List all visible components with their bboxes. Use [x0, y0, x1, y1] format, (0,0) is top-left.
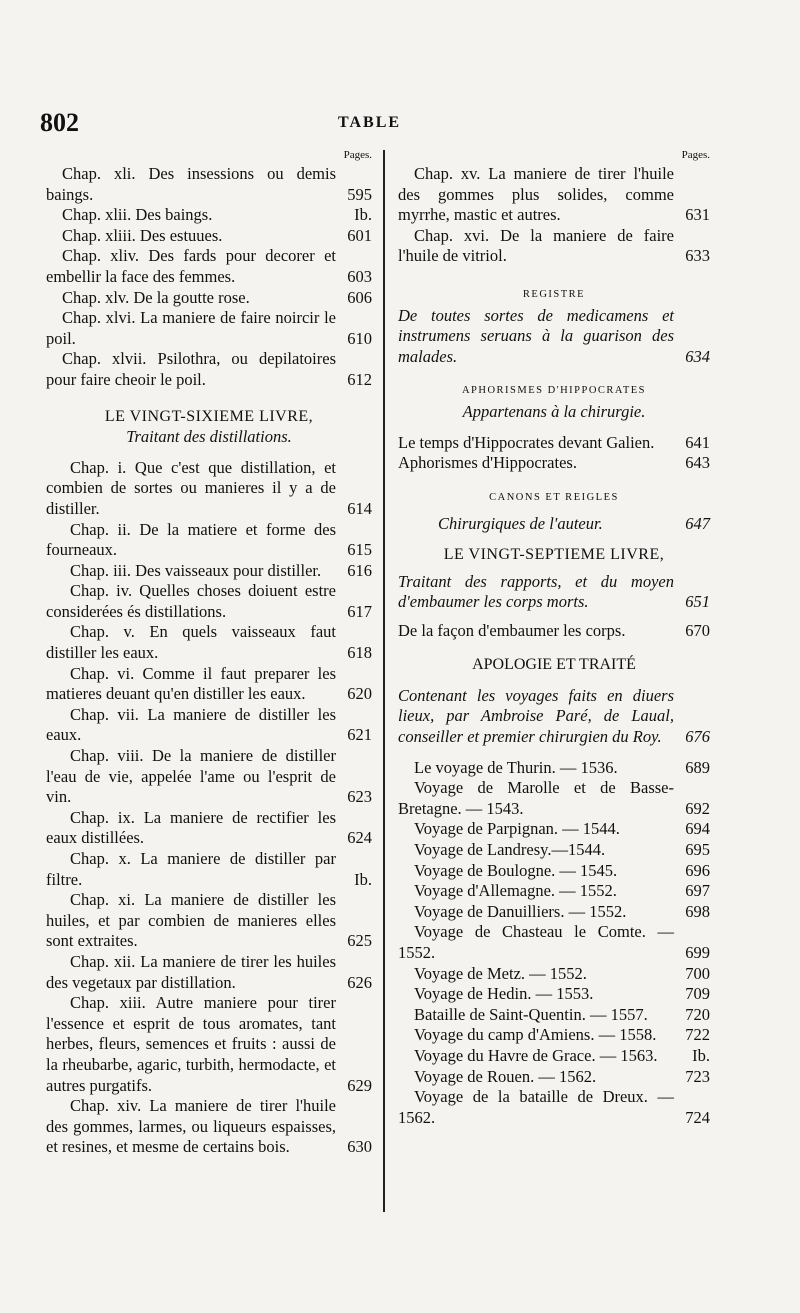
entry-page: Ib. — [692, 1045, 710, 1065]
entry-title: Contenant les voyages faits en diuers lieux, par Ambroise Paré, de Laual, conseiller et premier chirurgien du Roy. — [398, 685, 674, 747]
toc-entry — [398, 1046, 710, 1067]
entry-title: Voyage de la bataille de Dreux. — 1562. — [398, 1087, 674, 1127]
entry-page: 595 — [347, 184, 372, 204]
entry-page: 634 — [685, 346, 710, 366]
entry-page: 620 — [347, 684, 372, 704]
entry-page: 698 — [685, 901, 710, 921]
toc-entry — [46, 1096, 372, 1158]
entry-page: 699 — [685, 943, 710, 962]
page-header — [40, 108, 760, 144]
entry-title: Chap. xii. La maniere de tirer les huiles des vegetaux par distillation. — [46, 951, 336, 992]
entry-title: Chap. i. Que c'est que distillation, et combien de sortes ou manieres il y a de distiller. — [46, 457, 336, 518]
entry-title: Chap. iv. Quelles choses doiuent estre considerées és distillations. — [46, 581, 336, 621]
toc-entry — [46, 458, 372, 520]
entry-page: 696 — [685, 860, 710, 880]
toc-entry — [398, 226, 710, 267]
section-title: CANONS ET REIGLES — [489, 491, 619, 503]
entry-title: Chap. xiii. Autre maniere pour tirer l'essence et esprit de tous aromates, tant herbes, fleurs, semences et fruits : aussi de la rheubarbe, agaric, turbith, hermodacte, et autres purgatifs. — [46, 993, 336, 1095]
section-title: REGISTRE — [522, 288, 586, 300]
entry-page: 603 — [347, 266, 372, 286]
entry-title: Chap. xliii. Des estuues. — [62, 225, 223, 245]
toc-entry — [398, 778, 710, 819]
entry-page: 641 — [685, 432, 710, 452]
entry-title: Chap. viii. De la maniere de distiller l'eau de vie, appelée l'ame ou l'esprit de vin. — [46, 746, 336, 807]
entry-title: Voyage d'Allemagne. — 1552. — [414, 881, 617, 901]
entry-title: Chap. iii. Des vaisseaux pour distiller. — [70, 560, 322, 580]
toc-entry — [398, 922, 710, 963]
entry-list — [46, 458, 372, 1158]
entry-page: 618 — [347, 643, 372, 663]
toc-entry — [398, 621, 710, 642]
left-column — [46, 148, 372, 1158]
entry-title: Chap. xi. La maniere de distiller les huiles, et par combien de manieres elles sont extraites. — [46, 890, 336, 951]
toc-entry — [398, 819, 710, 840]
toc-entry — [398, 433, 710, 454]
entry-page: 621 — [347, 725, 372, 745]
toc-entry — [46, 308, 372, 349]
toc-entry — [398, 686, 710, 748]
entry-title: Voyage de Rouen. — 1562. — [414, 1066, 597, 1086]
entry-title: Voyage du camp d'Amiens. — 1558. — [414, 1025, 657, 1045]
toc-entry — [46, 520, 372, 561]
toc-entry — [46, 205, 372, 226]
entry-title: Chap. vii. La maniere de distiller les eaux. — [46, 704, 336, 745]
entry-page: 601 — [347, 225, 372, 245]
entry-page: 626 — [347, 972, 372, 992]
entry-title: Voyage de Landresy.—1544. — [414, 840, 606, 860]
entry-page: 647 — [685, 514, 710, 534]
toc-entry — [398, 453, 710, 474]
entry-page: 651 — [685, 592, 710, 612]
entry-title: Voyage de Metz. — 1552. — [414, 963, 587, 983]
entry-page: 722 — [685, 1025, 710, 1045]
toc-entry — [398, 1025, 710, 1046]
toc-entry — [46, 581, 372, 622]
entry-title: Voyage de Chasteau le Comte. — 1552. — [398, 922, 674, 962]
entry-title: Chap. xvi. De la maniere de faire l'huile de vitriol. — [398, 225, 674, 266]
entry-page: 616 — [347, 560, 372, 580]
entry-page: 724 — [685, 1107, 710, 1127]
entry-title: Le temps d'Hippocrates devant Galien. — [398, 432, 655, 452]
toc-entry — [398, 1067, 710, 1088]
entry-list — [398, 433, 710, 474]
running-head: TABLE — [338, 114, 402, 131]
toc-entry — [398, 164, 710, 226]
section-subtitle: Traitant des distillations. — [126, 427, 292, 447]
entry-title: Voyage de Danuilliers. — 1552. — [414, 901, 627, 921]
toc-entry — [46, 993, 372, 1096]
entry-page: 676 — [685, 727, 710, 747]
entry-title: Voyage de Boulogne. — 1545. — [414, 860, 618, 880]
entry-title: Chap. xli. Des insessions ou demis baings. — [46, 164, 336, 204]
entry-page: 723 — [685, 1066, 710, 1086]
entry-title: Chap. x. La maniere de distiller par filtre. — [46, 849, 336, 889]
entry-list — [398, 758, 710, 1129]
entry-page: 612 — [347, 369, 372, 389]
page-number: 802 — [40, 108, 79, 137]
toc-entry — [398, 881, 710, 902]
entry-list — [398, 164, 710, 267]
toc-entry — [46, 808, 372, 849]
entry-page: Ib. — [354, 205, 372, 225]
entry-page: 709 — [685, 984, 710, 1004]
section-title: LE VINGT-SEPTIEME LIVRE, — [443, 545, 665, 563]
entry-page: 624 — [347, 828, 372, 848]
toc-entry — [46, 890, 372, 952]
toc-entry — [398, 514, 710, 535]
entry-title: Chap. ix. La maniere de rectifier les eaux distillées. — [46, 807, 336, 848]
entry-title: Aphorismes d'Hippocrates. — [398, 453, 577, 473]
section-subtitle: Appartenans à la chirurgie. — [462, 401, 646, 421]
entry-title: Chap. xlv. De la goutte rose. — [62, 287, 250, 307]
entry-title: Voyage de Marolle et de Basse-Bretagne. — 1543. — [398, 778, 674, 818]
entry-page: 606 — [347, 287, 372, 307]
entry-page: 614 — [347, 498, 372, 518]
entry-title: De toutes sortes de medicamens et instrumens seruans à la guarison des malades. — [398, 305, 674, 366]
toc-entry — [46, 226, 372, 247]
entry-page: 615 — [347, 540, 372, 560]
entry-page: 630 — [347, 1137, 372, 1157]
entry-page: 643 — [685, 453, 710, 473]
entry-page: 670 — [685, 620, 710, 640]
toc-entry — [46, 849, 372, 890]
entry-page: 633 — [685, 246, 710, 266]
entry-page: 610 — [347, 328, 372, 348]
toc-entry — [46, 561, 372, 582]
pages-label: Pages. — [343, 149, 372, 161]
toc-entry — [398, 902, 710, 923]
toc-entry — [46, 664, 372, 705]
section-title: APOLOGIE ET TRAITÉ — [472, 656, 636, 674]
entry-title: Le voyage de Thurin. — 1536. — [414, 757, 618, 777]
toc-entry — [46, 622, 372, 663]
toc-entry — [46, 705, 372, 746]
entry-title: Chap. xlvi. La maniere de faire noircir le poil. — [46, 308, 336, 348]
entry-title: Bataille de Saint-Quentin. — 1557. — [414, 1004, 648, 1024]
entry-title: Chap. xv. La maniere de tirer l'huile des gommes plus solides, comme myrrhe, mastic et autres. — [398, 164, 674, 225]
entry-page: 631 — [685, 205, 710, 225]
entry-page: 694 — [685, 819, 710, 839]
toc-entry — [46, 349, 372, 390]
entry-title: Voyage de Hedin. — 1553. — [414, 984, 594, 1004]
entry-title: Chap. xliv. Des fards pour decorer et embellir la face des femmes. — [46, 246, 336, 286]
toc-entry — [46, 164, 372, 205]
toc-entry — [46, 952, 372, 993]
entry-page: 692 — [685, 798, 710, 818]
entry-title: Chap. xlvii. Psilothra, ou depilatoires pour faire cheoir le poil. — [46, 349, 336, 389]
pages-label: Pages. — [681, 149, 710, 161]
entry-page: 623 — [347, 787, 372, 807]
entry-title: Voyage de Parpignan. — 1544. — [414, 819, 620, 839]
entry-title: Voyage du Havre de Grace. — 1563. — [414, 1045, 658, 1065]
toc-entry — [46, 246, 372, 287]
entry-page: 617 — [347, 601, 372, 621]
column-divider — [383, 150, 385, 1212]
entry-list — [46, 164, 372, 391]
entry-page: 695 — [685, 840, 710, 860]
toc-entry — [398, 861, 710, 882]
section-title: APHORISMES D'HIPPOCRATES — [461, 385, 647, 397]
toc-entry — [398, 840, 710, 861]
toc-entry — [46, 746, 372, 808]
entry-title: Chap. xiv. La maniere de tirer l'huile des gommes, larmes, ou liqueurs espaisses, et resines, et mesme de certains bois. — [46, 1096, 336, 1157]
toc-entry — [398, 1005, 710, 1026]
entry-page: 629 — [347, 1075, 372, 1095]
entry-title: Chirurgiques de l'auteur. — [438, 514, 603, 534]
entry-title: Chap. ii. De la matiere et forme des fourneaux. — [46, 519, 336, 560]
toc-entry — [46, 288, 372, 309]
entry-page: 700 — [685, 963, 710, 983]
toc-entry — [398, 306, 710, 368]
toc-entry — [398, 984, 710, 1005]
right-column — [398, 148, 710, 1128]
toc-entry — [398, 1087, 710, 1128]
toc-entry — [398, 758, 710, 779]
entry-page: Ib. — [354, 869, 372, 889]
toc-entry — [398, 572, 710, 613]
entry-title: De la façon d'embaumer les corps. — [398, 620, 626, 640]
section-title: LE VINGT-SIXIEME LIVRE, — [104, 407, 314, 425]
entry-page: 720 — [685, 1004, 710, 1024]
toc-entry — [398, 964, 710, 985]
entry-title: Chap. vi. Comme il faut preparer les matieres deuant qu'en distiller les eaux. — [46, 663, 336, 704]
entry-page: 697 — [685, 881, 710, 901]
entry-title: Traitant des rapports, et du moyen d'embaumer les corps morts. — [398, 571, 674, 612]
entry-page: 689 — [685, 757, 710, 777]
entry-page: 625 — [347, 931, 372, 951]
spacer — [398, 748, 710, 758]
entry-title: Chap. v. En quels vaisseaux faut distiller les eaux. — [46, 622, 336, 663]
entry-title: Chap. xlii. Des baings. — [62, 205, 213, 225]
